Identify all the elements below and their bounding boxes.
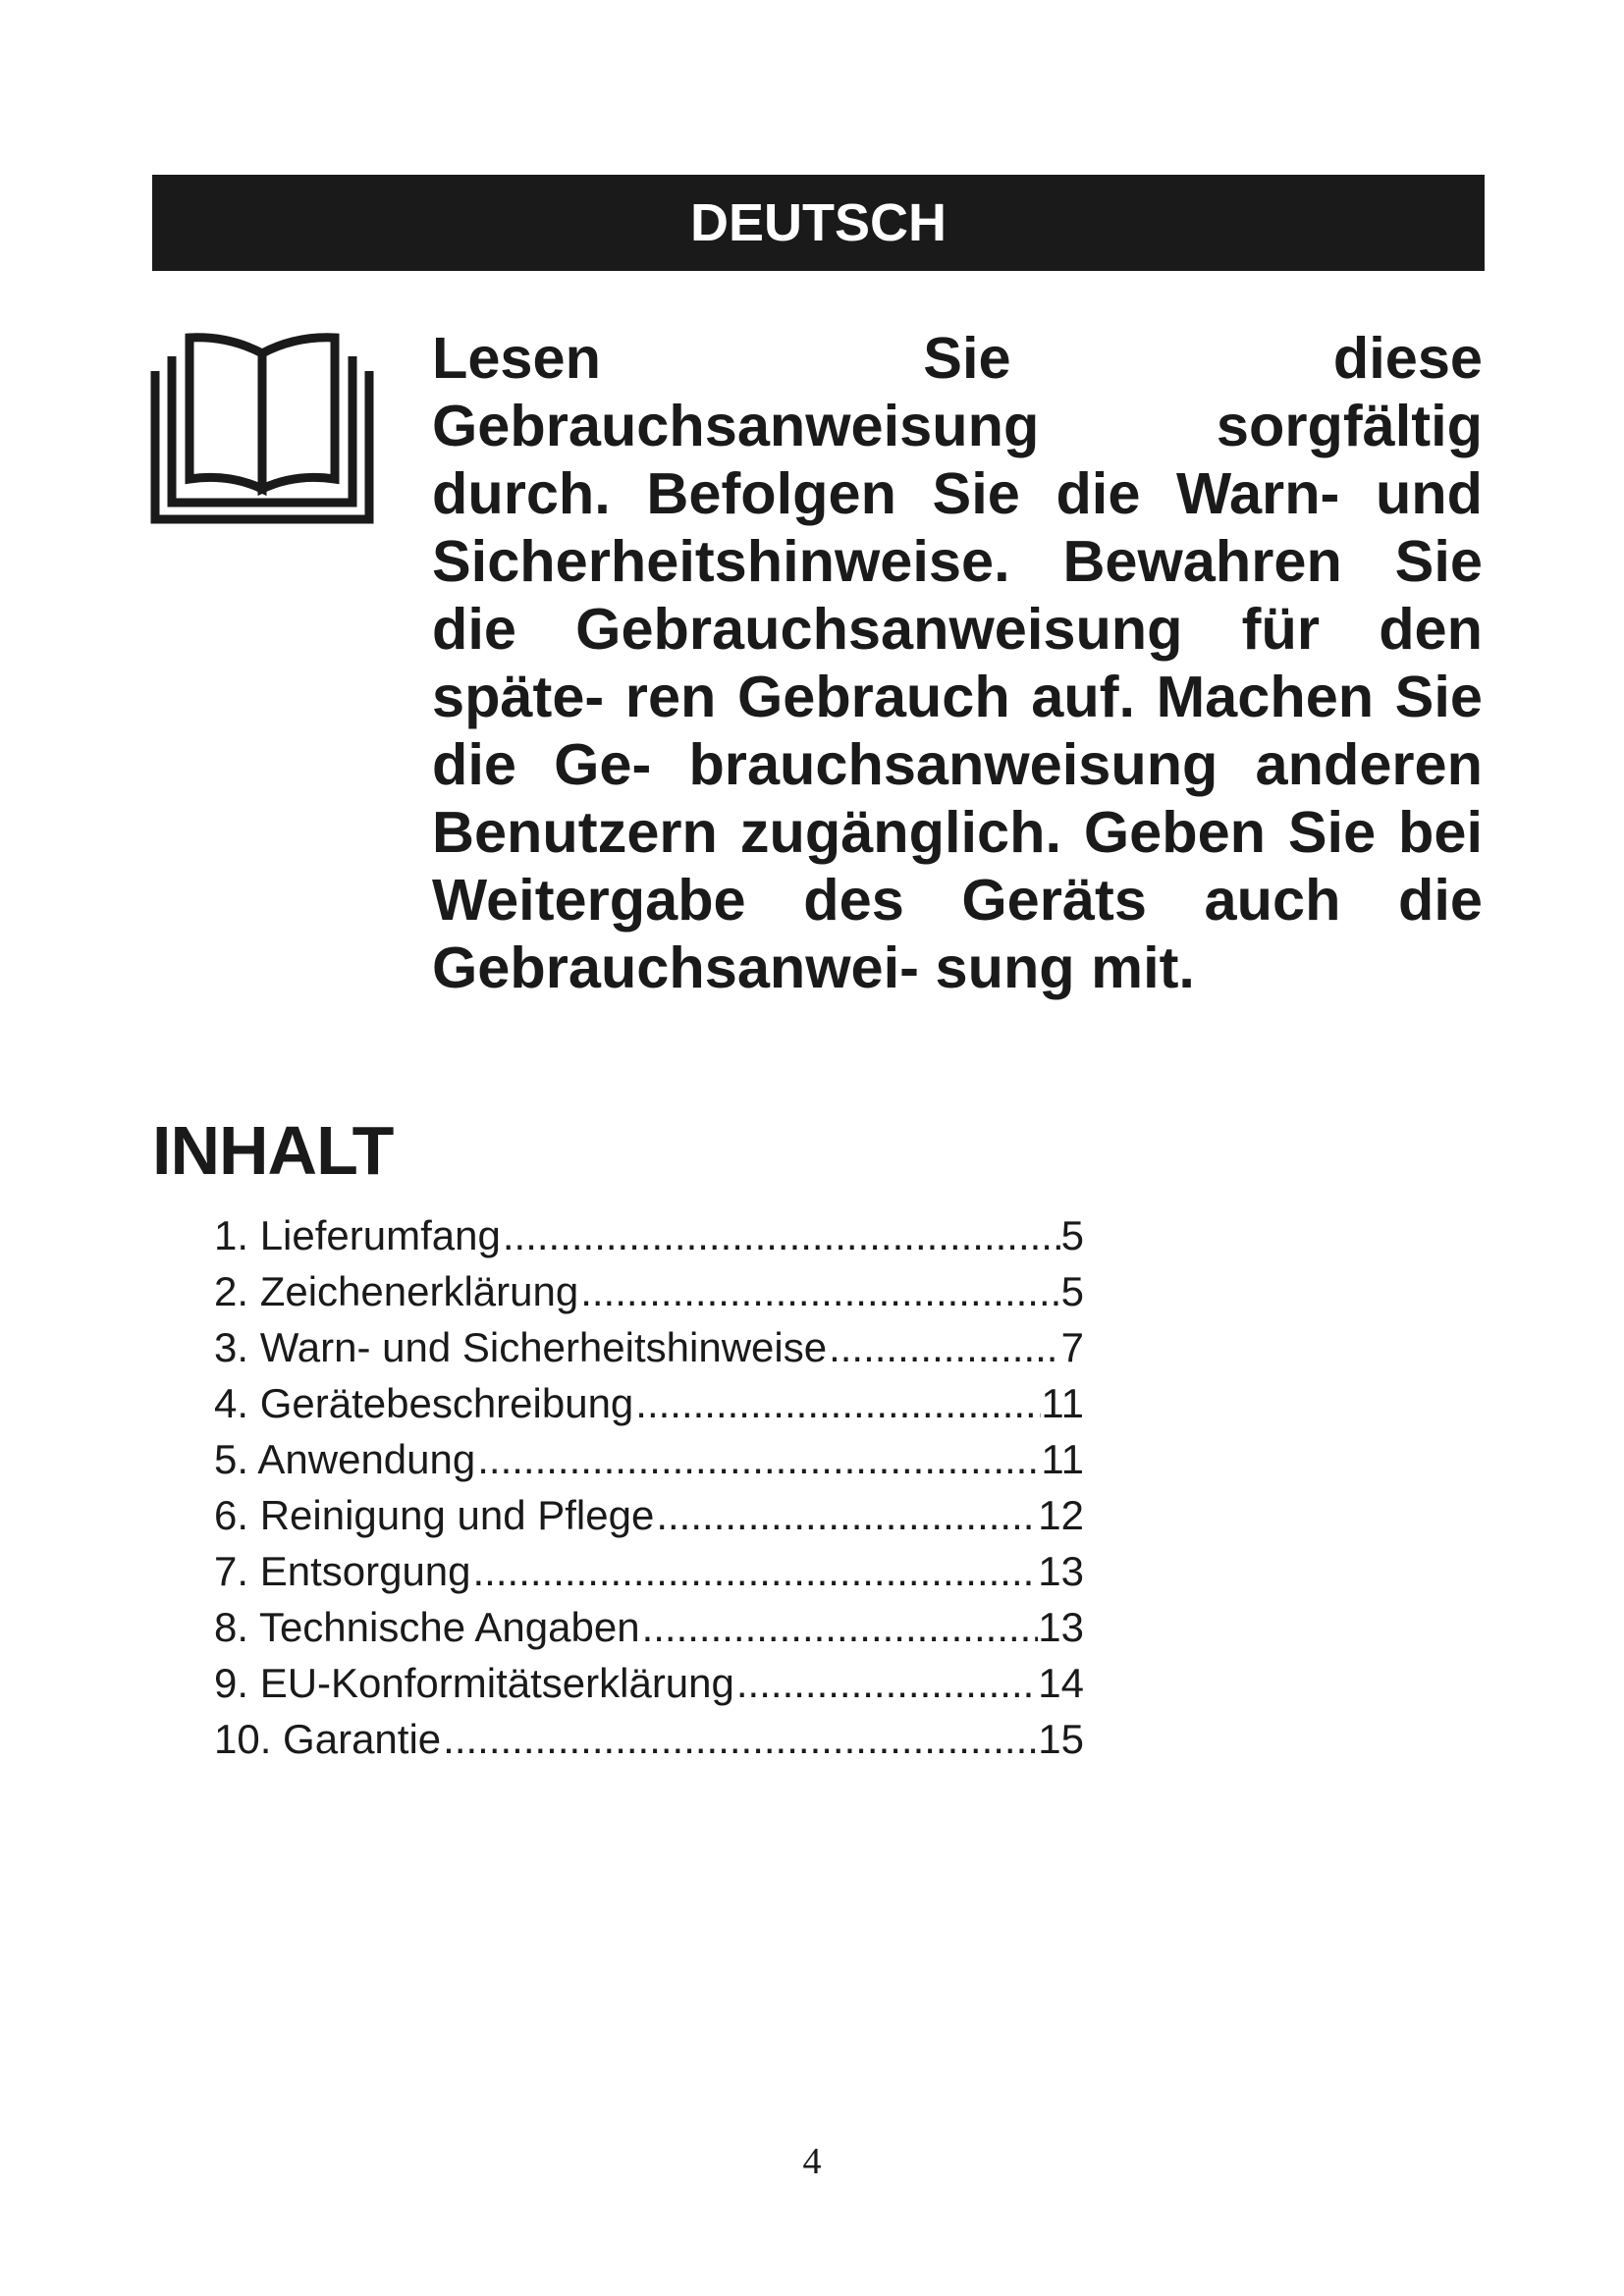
- toc-item[interactable]: [214, 1487, 1084, 1543]
- toc-item[interactable]: [214, 1263, 1084, 1319]
- toc-leader-dots: [471, 1543, 1039, 1599]
- open-book-icon: [150, 332, 374, 524]
- toc-item-label: 3. Warn- und Sicherheitshinweise: [214, 1324, 828, 1370]
- toc-item[interactable]: [214, 1711, 1084, 1767]
- toc-leader-dots: [654, 1487, 1038, 1543]
- toc-leader-dots: [827, 1319, 1061, 1375]
- toc-item-page: 13: [1038, 1548, 1084, 1594]
- safety-intro-text: Lesen Sie diese Gebrauchsanweisung sorgfältig durch. Befolgen Sie die Warn- und Sicherheitshinweise. Bewahren Sie die Gebrauchsanweisung für den späte- ren Gebrauch auf. Machen Sie die Ge- brauchsanweisung anderen Benutzern zugänglich. Geben Sie bei Weitergabe des Geräts auch die Gebrauchsanwei- sung mit.: [432, 325, 1483, 1000]
- toc-item-label: 1. Lieferumfang: [214, 1212, 501, 1258]
- toc-item-label: 6. Reinigung und Pflege: [214, 1492, 655, 1538]
- toc-leader-dots: [475, 1431, 1041, 1487]
- page-number: 4: [802, 2141, 822, 2182]
- toc-item-page: 11: [1041, 1436, 1084, 1482]
- toc-item-page: 5: [1060, 1212, 1084, 1258]
- toc-leader-dots: [501, 1207, 1061, 1263]
- toc-item-page: 5: [1060, 1268, 1084, 1314]
- toc-item-page: 14: [1038, 1660, 1084, 1706]
- toc-item-label: 4. Gerätebeschreibung: [214, 1380, 634, 1426]
- language-section-bar: [152, 175, 1485, 271]
- toc-item-label: 7. Entsorgung: [214, 1548, 471, 1594]
- toc-item[interactable]: [214, 1319, 1084, 1375]
- toc-item-label: 10. Garantie: [214, 1716, 442, 1762]
- toc-leader-dots: [633, 1375, 1041, 1431]
- toc-item-label: 5. Anwendung: [214, 1436, 476, 1482]
- language-label: DEUTSCH: [689, 193, 947, 252]
- toc-leader-dots: [640, 1599, 1039, 1655]
- toc-leader-dots: [578, 1263, 1060, 1319]
- toc-item[interactable]: [214, 1543, 1084, 1599]
- toc-item-label: 2. Zeichenerklärung: [214, 1268, 579, 1314]
- toc-item-page: 13: [1038, 1604, 1084, 1650]
- toc-item-page: 12: [1038, 1492, 1084, 1538]
- toc-item-page: 15: [1038, 1716, 1084, 1762]
- toc-item[interactable]: [214, 1431, 1084, 1487]
- toc-item-label: 9. EU-Konformitätserklärung: [214, 1660, 734, 1706]
- toc-leader-dots: [734, 1655, 1038, 1711]
- toc-item-page: 11: [1041, 1380, 1084, 1426]
- toc-item[interactable]: [214, 1599, 1084, 1655]
- toc-item-label: 8. Technische Angaben: [214, 1604, 640, 1650]
- toc-item[interactable]: [214, 1207, 1084, 1263]
- toc-heading: INHALT: [152, 1112, 394, 1189]
- toc-leader-dots: [441, 1711, 1038, 1767]
- toc-item[interactable]: [214, 1375, 1084, 1431]
- toc-item-page: 7: [1060, 1324, 1084, 1370]
- toc-item[interactable]: [214, 1655, 1084, 1711]
- table-of-contents: [214, 1207, 1084, 1767]
